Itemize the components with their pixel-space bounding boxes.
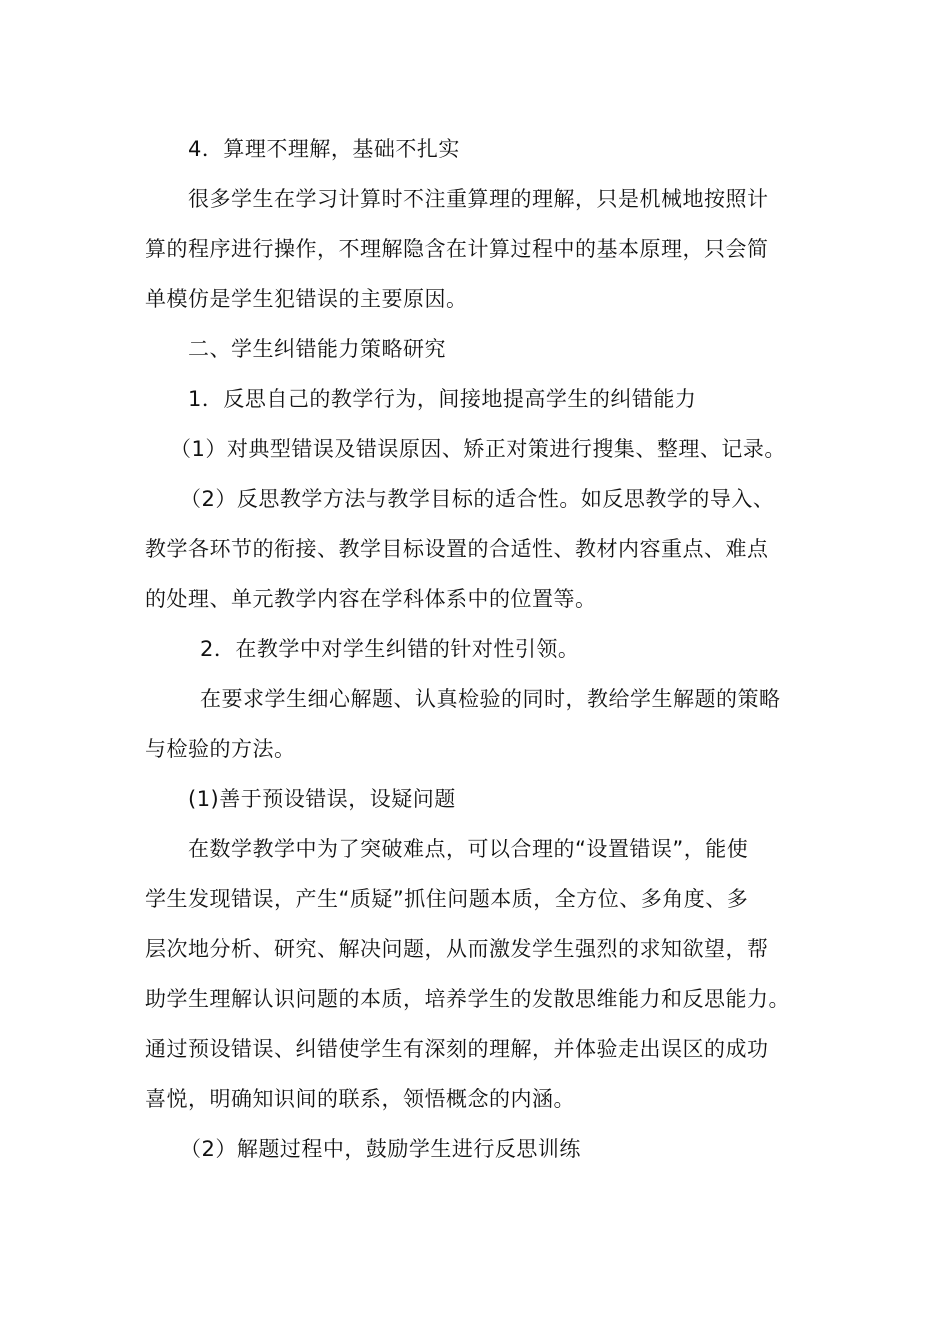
section-heading: （2）解题过程中，鼓励学生进行反思训练 (180, 1137, 581, 1161)
paragraph-line: 的处理、单元教学内容在学科体系中的位置等。 (145, 587, 597, 611)
section-heading: 二、学生纠错能力策略研究 (188, 337, 446, 361)
section-heading: (1)善于预设错误，设疑问题 (188, 787, 456, 811)
paragraph-line: 助学生理解认识问题的本质，培养学生的发散思维能力和反思能力。 (145, 987, 790, 1011)
section-heading: 4．算理不理解，基础不扎实 (188, 137, 460, 161)
paragraph-line: 喜悦，明确知识间的联系，领悟概念的内涵。 (145, 1087, 575, 1111)
paragraph-line: 教学各环节的衔接、教学目标设置的合适性、教材内容重点、难点 (145, 537, 769, 561)
paragraph-line: 单模仿是学生犯错误的主要原因。 (145, 287, 468, 311)
paragraph-line: （1）对典型错误及错误原因、矫正对策进行搜集、整理、记录。 (170, 437, 786, 461)
paragraph-line: 层次地分析、研究、解决问题，从而激发学生强烈的求知欲望，帮 (145, 937, 769, 961)
paragraph-line: 很多学生在学习计算时不注重算理的理解，只是机械地按照计 (188, 187, 769, 211)
paragraph-line: 算的程序进行操作，不理解隐含在计算过程中的基本原理，只会简 (145, 237, 769, 261)
paragraph-line: 在数学教学中为了突破难点，可以合理的“设置错误”，能使 (188, 837, 749, 861)
paragraph-line: 在要求学生细心解题、认真检验的同时，教给学生解题的策略 (200, 687, 781, 711)
paragraph-line: 学生发现错误，产生“质疑”抓住问题本质，全方位、多角度、多 (145, 887, 749, 911)
section-heading: 2．在教学中对学生纠错的针对性引领。 (200, 637, 580, 661)
paragraph-line: 与检验的方法。 (145, 737, 296, 761)
section-heading: 1．反思自己的教学行为，间接地提高学生的纠错能力 (188, 387, 697, 411)
paragraph-line: （2）反思教学方法与教学目标的适合性。如反思教学的导入、 (180, 487, 775, 511)
paragraph-line: 通过预设错误、纠错使学生有深刻的理解，并体验走出误区的成功 (145, 1037, 769, 1061)
